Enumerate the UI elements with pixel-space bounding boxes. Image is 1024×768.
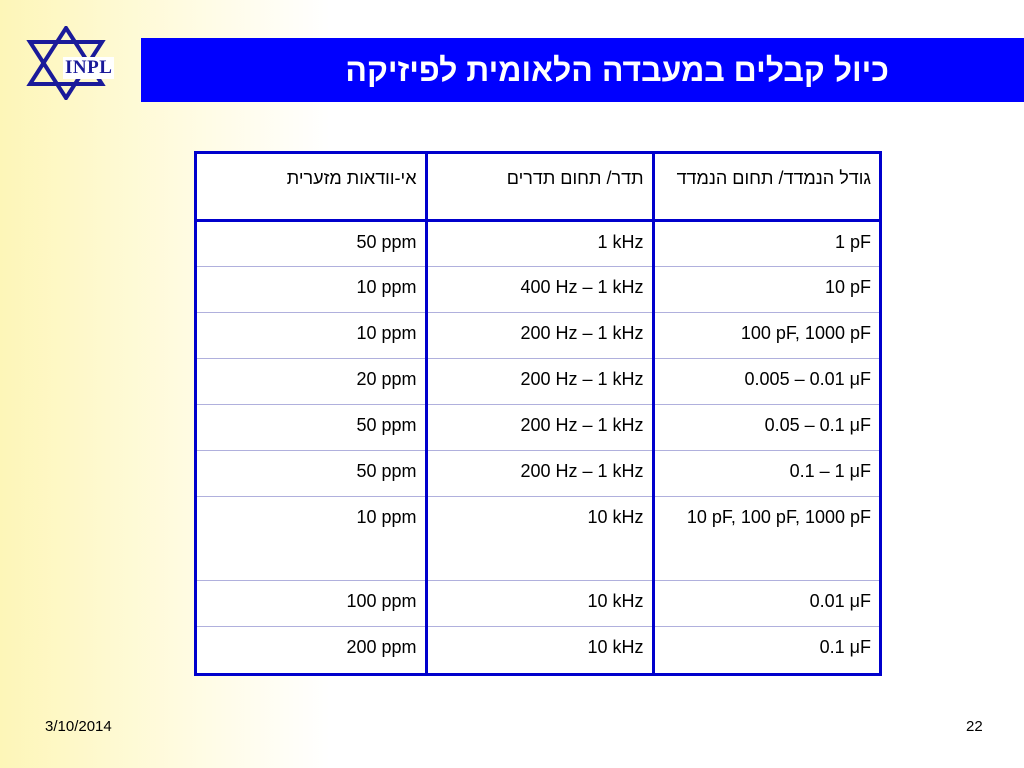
cell-value: 100 pF, 1000 pF [653,312,879,358]
logo-text: INPL [65,57,113,78]
header-value: גודל הנמדד/ תחום הנמדד [653,154,879,220]
cell-accuracy: 20 ppm [197,358,426,404]
table-row [197,451,879,497]
cell-value: 1 pF [653,220,879,266]
cell-value: 0.1 μF [653,627,879,673]
cell-accuracy: 10 ppm [197,312,426,358]
inpl-logo [26,26,130,100]
page-number: 22 [966,718,983,735]
cell-frequency: 200 Hz – 1 kHz [426,404,653,450]
cell-value: 0.01 μF [653,581,879,627]
calibration-table [194,151,882,676]
cell-frequency: 200 Hz – 1 kHz [426,358,653,404]
cell-frequency: 10 kHz [426,581,653,627]
table-row [197,497,879,581]
footer-date: 3/10/2014 [45,718,112,735]
cell-accuracy: 10 ppm [197,266,426,312]
cell-frequency: 10 kHz [426,627,653,673]
cell-frequency: 400 Hz – 1 kHz [426,266,653,312]
table-row [197,404,879,450]
title-bar [141,38,1024,102]
cell-frequency: 200 Hz – 1 kHz [426,312,653,358]
header-frequency: תדר/ תחום תדרים [426,154,653,220]
table-row [197,358,879,404]
cell-value: 0.005 – 0.01 μF [653,358,879,404]
cell-value: 0.05 – 0.1 μF [653,404,879,450]
cell-accuracy: 50 ppm [197,404,426,450]
cell-value: 10 pF [653,266,879,312]
cell-value: 10 pF, 100 pF, 1000 pF [653,497,879,581]
table-row [197,312,879,358]
cell-accuracy: 50 ppm [197,451,426,497]
table-row [197,627,879,673]
header-accuracy: אי-וודאות מזערית [197,154,426,220]
cell-accuracy: 50 ppm [197,220,426,266]
cell-value: 0.1 – 1 μF [653,451,879,497]
cell-accuracy: 10 ppm [197,497,426,581]
cell-frequency: 1 kHz [426,220,653,266]
cell-frequency: 200 Hz – 1 kHz [426,451,653,497]
page-title: כיול קבלים במעבדה הלאומית לפיזיקה [345,51,889,88]
table-row [197,266,879,312]
table-header-row [197,154,879,220]
cell-frequency: 10 kHz [426,497,653,581]
table-row [197,581,879,627]
cell-accuracy: 100 ppm [197,581,426,627]
cell-accuracy: 200 ppm [346,637,417,658]
table-row [197,220,879,266]
